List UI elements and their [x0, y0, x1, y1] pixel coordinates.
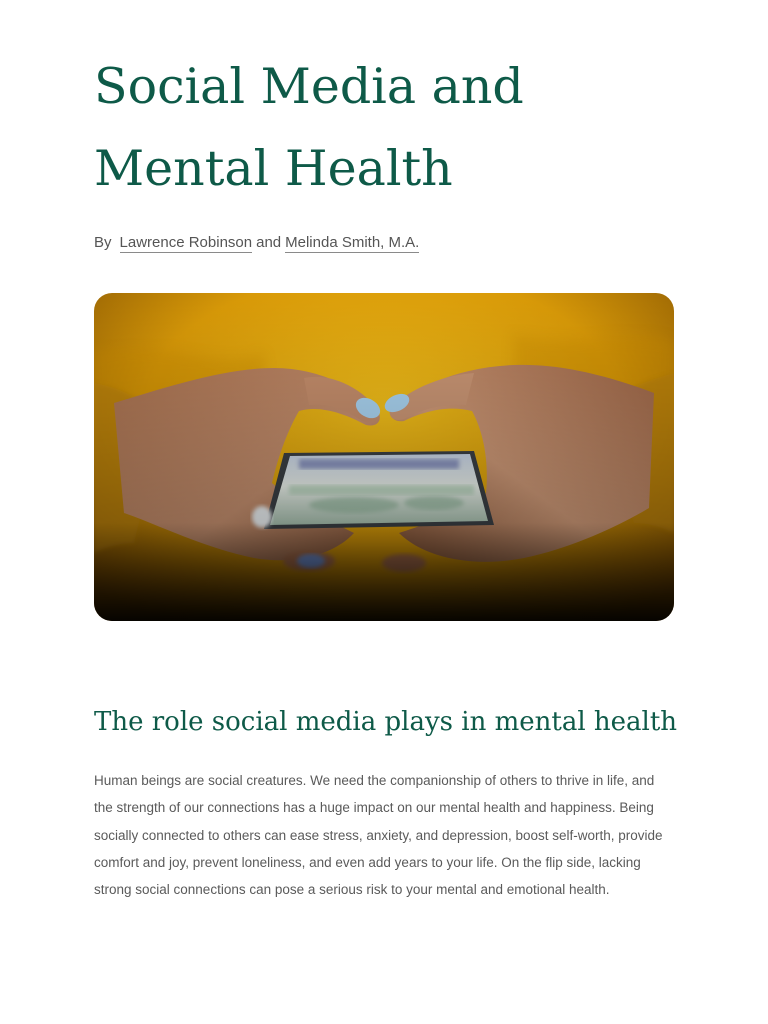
author-link-melinda-smith[interactable]: Melinda Smith, M.A. [285, 234, 420, 251]
byline-prefix: By [94, 234, 112, 251]
byline [94, 234, 419, 251]
section-heading: The role social media plays in mental health [94, 707, 678, 737]
hero-image [94, 293, 674, 621]
author-link-lawrence-robinson[interactable]: Lawrence Robinson [119, 234, 253, 251]
byline-conjunction: and [256, 234, 282, 251]
body-paragraph: Human beings are social creatures. We need the companionship of others to thrive in life, and the strength of our connections has a huge impact on our mental health and happiness. Being socially connected to others can ease stress, anxiety, and depression, boost self-worth, provide comfort and joy, prevent loneliness, and even add years to your life. On the flip side, lacking strong social connections can pose a serious risk to your mental and emotional health. [94, 773, 663, 898]
page-title: Social Media and Mental Health [94, 58, 524, 197]
